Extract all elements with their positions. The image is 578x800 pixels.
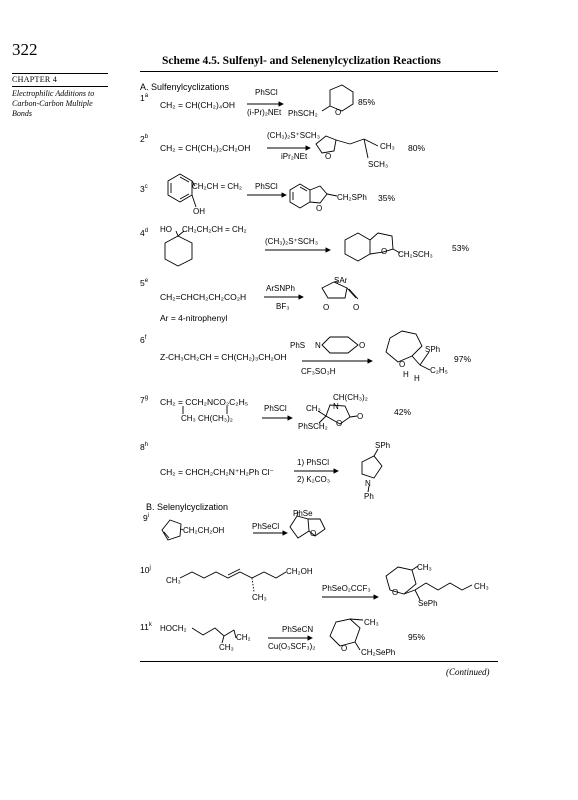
- entry2-base: iPr₂NEt: [281, 152, 308, 161]
- entry11-catalyst: Cu(O₃SCF₃)₂: [268, 642, 316, 651]
- entry8-pyrrolidine: [362, 456, 382, 478]
- entry11-thp: [330, 619, 360, 646]
- entry9-reagent: PhSeCl: [252, 522, 280, 531]
- entry6-h1: H: [403, 370, 409, 379]
- page-number: 322: [12, 40, 38, 59]
- entry-number: 3$^c$: [140, 184, 148, 194]
- entry9-ring-oxygen: O: [310, 529, 317, 538]
- entry11-ch2: CH₂: [236, 633, 251, 642]
- entry5-reagent: ArSNPh: [266, 284, 295, 293]
- entry-number: 2$^b$: [140, 134, 149, 144]
- entry10-reagent: PhSeO₂CCF₃: [322, 584, 371, 593]
- entry-number: 6$^f$: [140, 335, 147, 345]
- entry4-hydroxyl: HO: [160, 225, 172, 234]
- entry8-step1: 1) PhSCl: [297, 458, 330, 467]
- entry4-spiro-cyclohexane: [345, 233, 370, 261]
- entry3-ring-oxygen: O: [316, 204, 323, 213]
- entry5-lewis-acid: BF₃: [276, 302, 290, 311]
- entry3-yield: 35%: [378, 193, 396, 203]
- entry6-morpholine: [322, 337, 358, 353]
- entry4-yield: 53%: [452, 243, 470, 253]
- entry4-chain: CH₂CH₂CH = CH₂: [182, 225, 247, 234]
- entry3-allyl: CH₂CH = CH₂: [192, 182, 242, 191]
- entry6-ring-oxygen: O: [399, 360, 406, 369]
- entry2-reagent: (CH₃)₂S⁺SCH₃: [267, 131, 320, 140]
- entry-number: 7$^g$: [140, 395, 149, 405]
- entry-number: 8$^h$: [140, 442, 149, 452]
- entry-number: 10$^j$: [140, 565, 151, 575]
- entry10-ring-oxygen: O: [392, 588, 399, 597]
- entry2-yield: 80%: [408, 143, 426, 153]
- entry5-aryl-definition: Ar = 4-nitrophenyl: [160, 313, 228, 323]
- chapter-label: CHAPTER 4: [12, 75, 58, 84]
- entry1-tetrahydropyran: [330, 85, 353, 111]
- entry1-ring-oxygen: O: [335, 108, 342, 117]
- entry1-starting-material: CH₂ = CH(CH₂)₄OH: [160, 100, 235, 110]
- entry9-bicycle: [290, 516, 309, 538]
- entry2-sch3: SCH₃: [368, 160, 389, 169]
- entry9-phse: PhSe: [293, 509, 313, 518]
- entry7-starting-material: CH₂ = CCH₂NCO₂C₂H₅: [160, 397, 249, 407]
- entry1-yield: 85%: [358, 97, 376, 107]
- entry3-product-substituent: CH₂SPh: [337, 193, 367, 202]
- entry-number: 5e: [140, 278, 149, 288]
- entry11-methyl: CH₃: [219, 643, 234, 652]
- entry6-acid: CF₃SO₃H: [301, 367, 336, 376]
- entry6-phs: PhS: [290, 341, 306, 350]
- entry10-product-methyl: CH₃: [417, 563, 432, 572]
- entry11-chain: [192, 628, 234, 636]
- entry5-sar: SAr: [334, 276, 348, 285]
- entry5-lactone: [322, 282, 347, 298]
- entry11-ring-oxygen: O: [341, 644, 348, 653]
- entry2-ring-oxygen: O: [325, 152, 332, 161]
- scheme-title: Scheme 4.5. Sulfenyl- and Selenenylcyclization Reactions: [162, 55, 441, 67]
- entry11-yield: 95%: [408, 632, 426, 642]
- entry6-yield: 97%: [454, 354, 472, 364]
- entry6-ethyl: C₂H₅: [430, 366, 448, 375]
- entry7-ring-oxygen: O: [336, 419, 343, 428]
- entry8-step2: 2) K₂CO₃: [297, 475, 331, 484]
- entry6-oxepane: [386, 331, 422, 362]
- entry10-thp: [386, 567, 416, 594]
- entry4-cyclohexane: [165, 236, 192, 266]
- entry11-product-methyl: CH₃: [364, 618, 379, 627]
- entry3-phenol-ring: [168, 174, 192, 202]
- entry5-ring-oxygen: O: [323, 303, 330, 312]
- entry4-product-substituent: CH₂SCH₃: [398, 250, 433, 259]
- entry2-starting-material: CH₂ = CH(CH₂)₂CH₂OH: [160, 143, 251, 153]
- entry10-branch-methyl: CH₃: [252, 593, 267, 602]
- entry8-ring-n: N: [365, 479, 371, 488]
- entry3-hydroxyl: OH: [193, 207, 205, 216]
- entry10-terminal-methyl: CH₃: [166, 576, 181, 585]
- entry6-starting-material: Z-CH₃CH₂CH = CH(CH₂)₃CH₂OH: [160, 352, 287, 362]
- entry4-ring-oxygen: O: [381, 247, 388, 256]
- entry2-thf: [316, 136, 336, 153]
- entry9-chain: CH₂CH₂OH: [183, 526, 225, 535]
- entry3-reagent: PhSCl: [255, 182, 278, 191]
- entry1-product-substituent: PhSCH₂: [288, 109, 318, 118]
- entry7-substituents: CH₃ CH(CH₃)₂: [181, 414, 233, 423]
- entry6-morpholine-n: N: [315, 341, 321, 350]
- entry10-chain-methyl: CH₃: [474, 582, 489, 591]
- entry4-reagent: (CH₃)₂S⁺SCH₃: [265, 237, 318, 246]
- entry6-h2: H: [414, 374, 420, 383]
- entry-number: 1$^a$: [140, 93, 149, 103]
- entry9-cyclopentene: [162, 520, 181, 540]
- entry5-starting-material: CH₂=CHCH₂CH₂CO₂H: [160, 292, 247, 302]
- entry1-base: (i-Pr)₂NEt: [247, 108, 282, 117]
- entry7-yield: 42%: [394, 407, 412, 417]
- entry-number: 9$^i$: [143, 513, 150, 523]
- section-b-heading: B. Selenylcyclization: [146, 502, 229, 512]
- entry6-sph: SPh: [425, 345, 441, 354]
- entry8-starting-material: CH₂ = CHCH₂CH₂N⁺H₂Ph Cl⁻: [160, 467, 275, 477]
- entry-number: 4$^d$: [140, 228, 149, 238]
- entry7-oxazolidinone: [326, 405, 350, 424]
- section-a-heading: A. Sulfenylcyclizations: [140, 82, 230, 92]
- entry10-ch2oh: CH₂OH: [286, 567, 313, 576]
- entry7-phsch2: PhSCH₂: [298, 422, 328, 431]
- entry7-methyl: CH₃: [306, 404, 321, 413]
- entry11-hoch2: HOCH₂: [160, 624, 187, 633]
- entry8-sph: SPh: [375, 441, 391, 450]
- entry7-reagent: PhSCl: [264, 404, 287, 413]
- entry1-reagent: PhSCl: [255, 88, 278, 97]
- chapter-subtitle: Electrophilic Additions to Carbon-Carbon Multiple Bonds: [12, 89, 95, 118]
- entry11-ch2seph: CH₂SePh: [361, 648, 396, 657]
- entry7-ring-n: N: [333, 402, 339, 411]
- entry10-seph: SePh: [418, 599, 438, 608]
- entry7-n-substituent: CH(CH₃)₂: [333, 393, 368, 402]
- entry6-morpholine-o: O: [359, 341, 366, 350]
- entry8-phenyl: Ph: [364, 492, 374, 501]
- continued-note: (Continued): [446, 667, 490, 677]
- entry11-reagent: PhSeCN: [282, 625, 314, 634]
- entry2-methyl: CH₃: [380, 142, 395, 151]
- entry-number: 11$^k$: [140, 622, 152, 632]
- entry5-carbonyl-oxygen: O: [353, 303, 360, 312]
- entry7-carbonyl-oxygen: O: [357, 412, 364, 421]
